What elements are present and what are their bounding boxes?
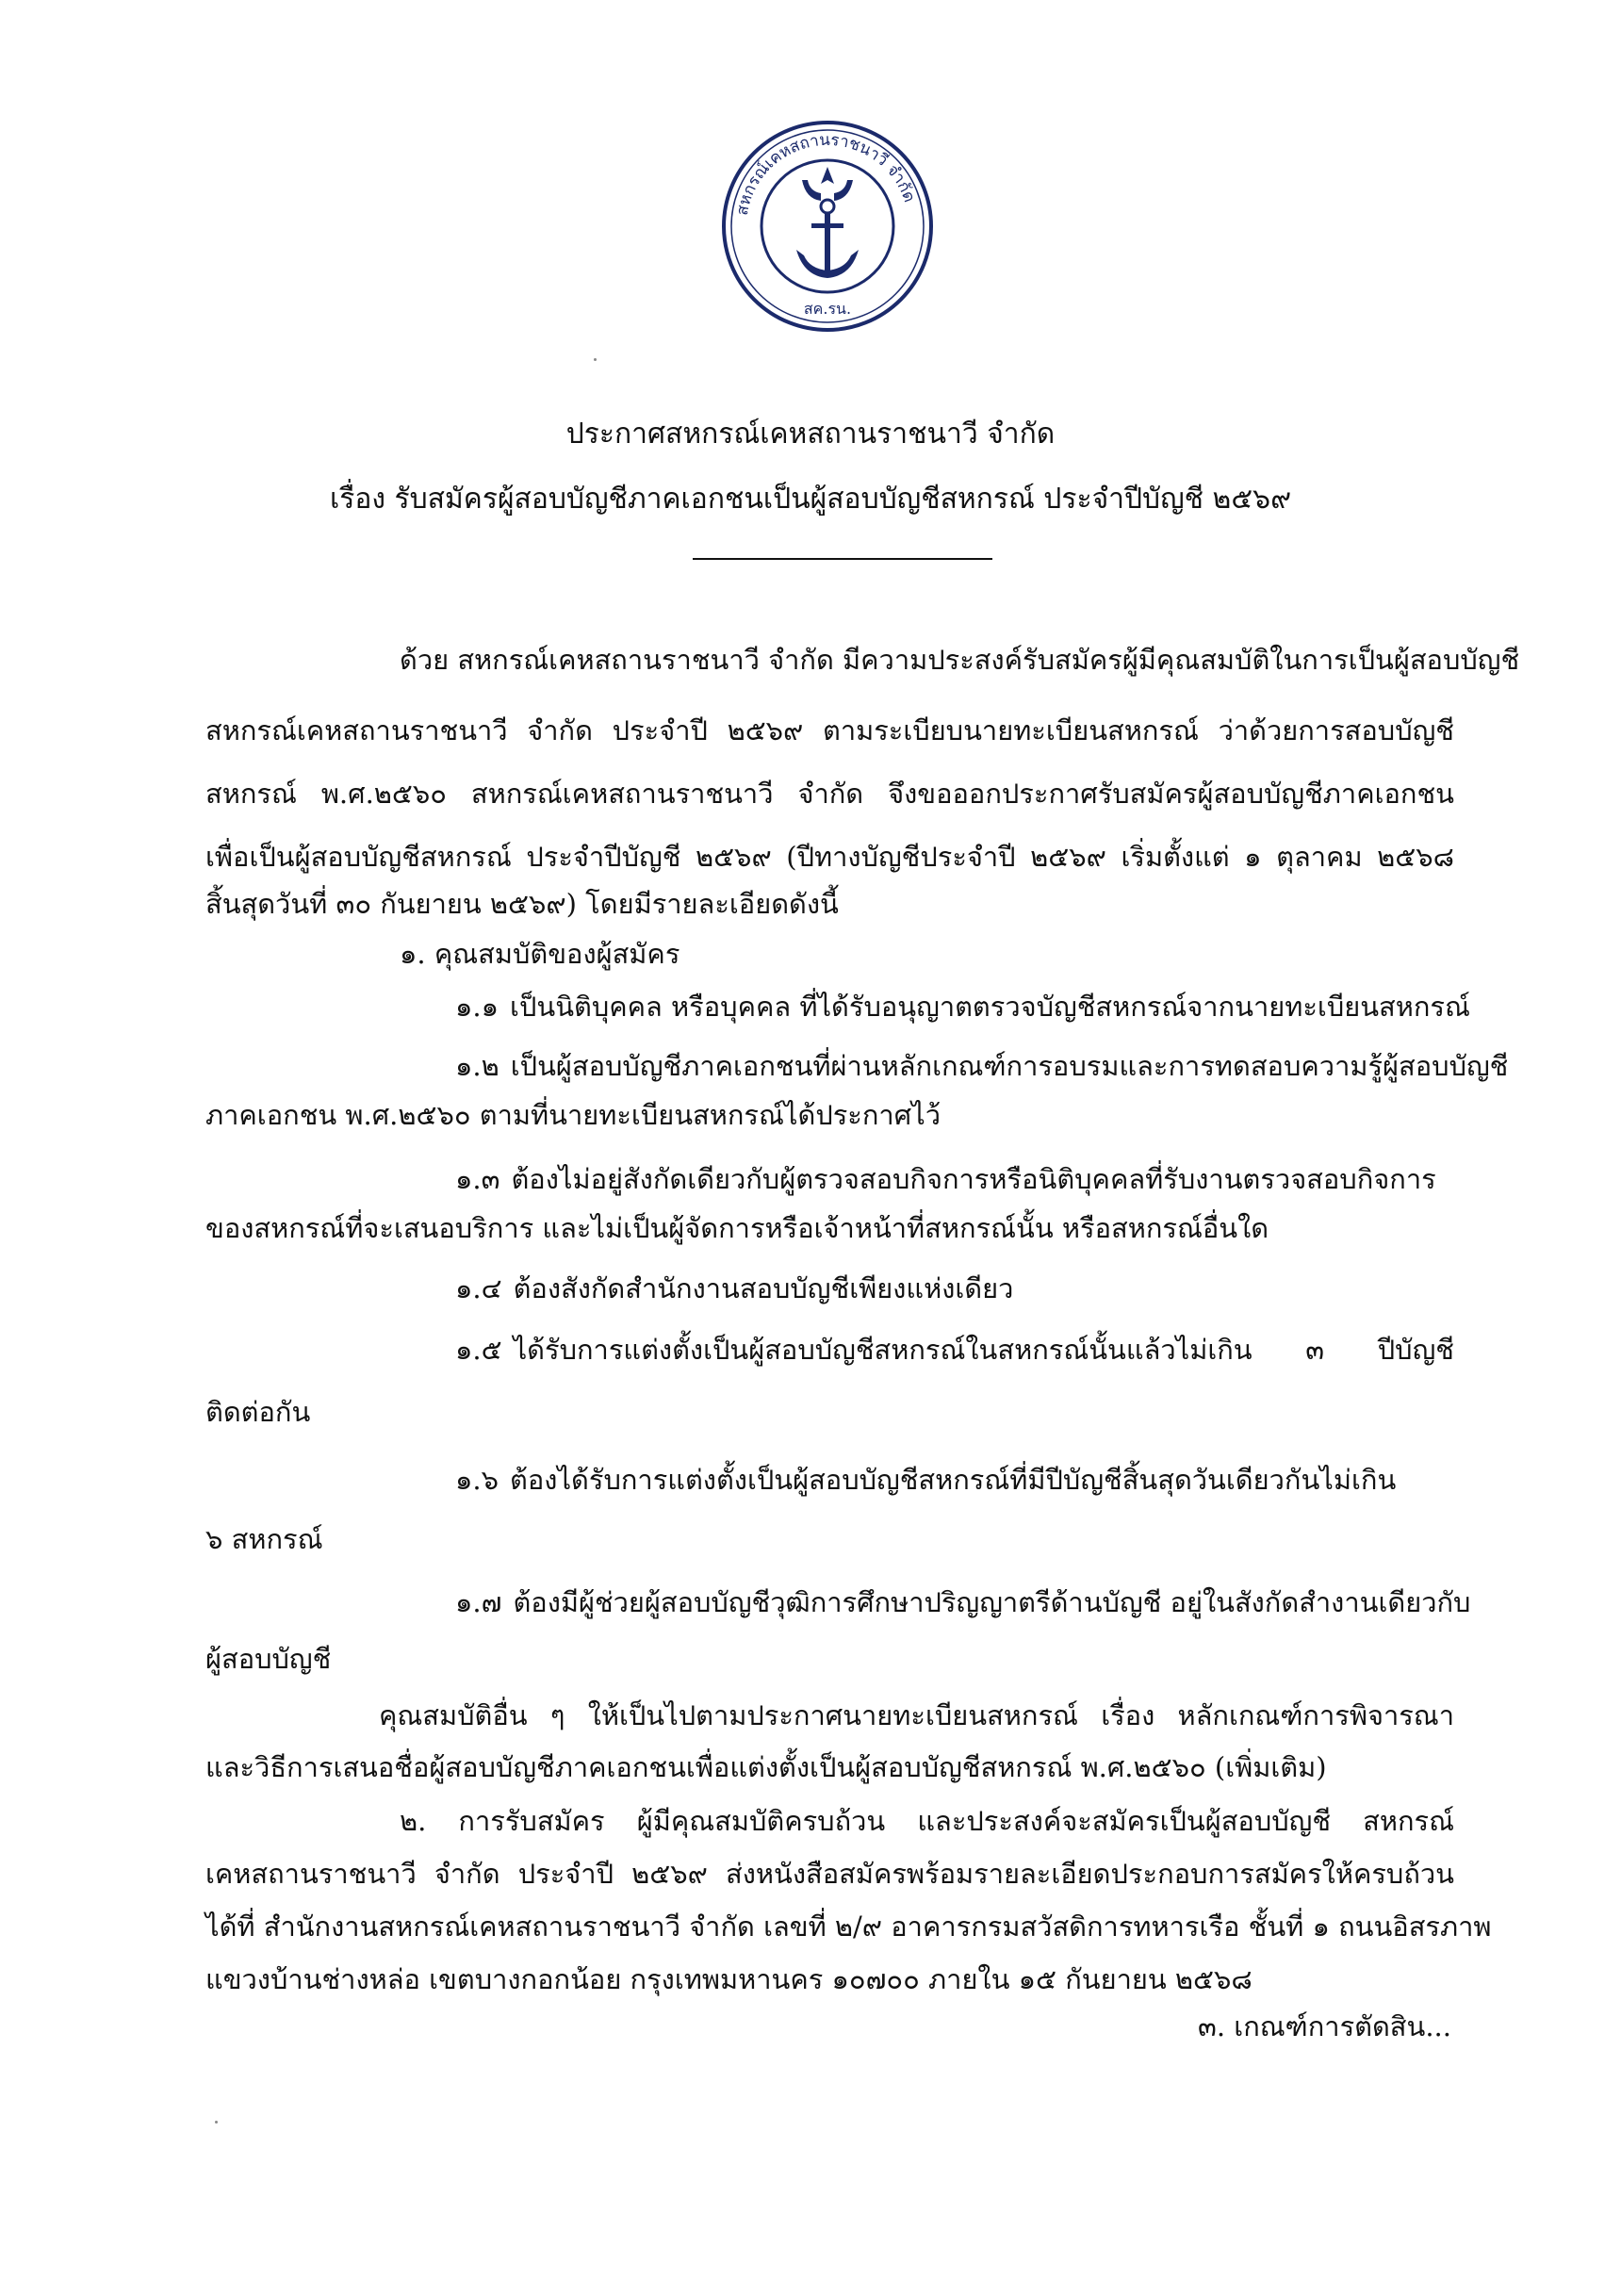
item-continuation: ผู้สอบบัญชี — [205, 1643, 332, 1675]
qualification-item — [455, 1047, 1509, 1085]
item-text: เป็นผู้สอบบัญชีภาคเอกชนที่ผ่านหลักเกณฑ์การอบรมและการทดสอบความรู้ผู้สอบบัญชี — [510, 1050, 1509, 1082]
item-continuation: ของสหกรณ์ที่จะเสนอบริการ และไม่เป็นผู้จัดการหรือเจ้าหน้าที่สหกรณ์นั้น หรือสหกรณ์อื่นใด — [205, 1212, 1269, 1244]
intro-line: สิ้นสุดวันที่ ๓๐ กันยายน ๒๕๖๙) โดยมีรายละเอียดดังนี้ — [205, 888, 839, 920]
qualification-item — [455, 988, 1470, 1025]
qualification-item — [455, 1461, 1454, 1499]
section-2-line: แขวงบ้านช่างหล่อ เขตบางกอกน้อย กรุงเทพมหานคร ๑๐๗๐๐ ภายใน ๑๕ กันยายน ๒๕๖๘ — [205, 1963, 1253, 1995]
item-number: ๑.๑ — [455, 991, 499, 1023]
item-text: ต้องได้รับการแต่งตั้งเป็นผู้สอบบัญชีสหกรณ์ที่มีปีบัญชีสิ้นสุดวันเดียวกันไม่เกิน — [510, 1464, 1397, 1496]
section-2-line: ได้ที่ สำนักงานสหกรณ์เคหสถานราชนาวี จำกัด เลขที่ ๒/๙ อาคารกรมสวัสดิการทหารเรือ ชั้นที่ ๑ ถนนอิสรภาพ — [205, 1911, 1492, 1943]
section-2-paragraph: ๒. การรับสมัคร ผู้มีคุณสมบัติครบถ้วน และประสงค์จะสมัครเป็นผู้สอบบัญชี สหกรณ์ — [400, 1805, 1454, 1837]
other-qualifications-continuation: และวิธีการเสนอชื่อผู้สอบบัญชีภาคเอกชนเพื่อแต่งตั้งเป็นผู้สอบบัญชีสหกรณ์ พ.ศ.๒๕๖๐ (เพิ่มเติม) — [205, 1751, 1327, 1783]
item-continuation: ติดต่อกัน — [205, 1396, 311, 1428]
seal-abbrev: สค.รน. — [803, 300, 852, 318]
item-continuation: ๖ สหกรณ์ — [205, 1523, 323, 1555]
seal-ring-text: สหกรณ์เคหสถานราชนาวี จำกัด — [732, 130, 919, 218]
announcement-subject: เรื่อง รับสมัครผู้สอบบัญชีภาคเอกชนเป็นผู้สอบบัญชีสหกรณ์ ประจำปีบัญชี ๒๕๖๙ — [329, 483, 1292, 516]
item-continuation: ภาคเอกชน พ.ศ.๒๕๖๐ ตามที่นายทะเบียนสหกรณ์ได้ประกาศไว้ — [205, 1099, 941, 1131]
intro-line: สหกรณ์เคหสถานราชนาวี จำกัด ประจำปี ๒๕๖๙ ตามระเบียบนายทะเบียนสหกรณ์ ว่าด้วยการสอบบัญชี — [205, 714, 1454, 746]
intro-line: ด้วย สหกรณ์เคหสถานราชนาวี จำกัด มีความประสงค์รับสมัครผู้มีคุณสมบัติในการเป็นผู้สอบบัญชี — [400, 644, 1520, 676]
qualification-item — [455, 1270, 1013, 1307]
item-number: ๑.๖ — [455, 1464, 499, 1496]
item-number: ๑.๒ — [455, 1050, 499, 1082]
item-text: ต้องไม่อยู่สังกัดเดียวกับผู้ตรวจสอบกิจการหรือนิติบุคคลที่รับงานตรวจสอบกิจการ — [511, 1163, 1436, 1195]
item-number: ๑.๓ — [455, 1163, 500, 1195]
section-1-heading: ๑. คุณสมบัติของผู้สมัคร — [400, 938, 680, 970]
qualification-item — [455, 1331, 1454, 1369]
title-divider — [693, 558, 992, 560]
item-number: ๑.๕ — [455, 1334, 502, 1366]
section-2-line: เคหสถานราชนาวี จำกัด ประจำปี ๒๕๖๙ ส่งหนังสือสมัครพร้อมรายละเอียดประกอบการสมัครให้ครบถ้วน — [205, 1858, 1454, 1890]
qualification-item — [455, 1160, 1454, 1198]
announcement-title: ประกาศสหกรณ์เคหสถานราชนาวี จำกัด — [565, 418, 1056, 451]
cooperative-seal-logo — [719, 118, 936, 335]
item-text: เป็นนิติบุคคล หรือบุคคล ที่ได้รับอนุญาตตรวจบัญชีสหกรณ์จากนายทะเบียนสหกรณ์ — [510, 991, 1470, 1023]
item-number: ๑.๔ — [455, 1272, 502, 1304]
page-continuation: ๓. เกณฑ์การตัดสิน... — [1198, 2010, 1451, 2042]
other-qualifications: คุณสมบัติอื่น ๆ ให้เป็นไปตามประกาศนายทะเบียนสหกรณ์ เรื่อง หลักเกณฑ์การพิจารณา — [379, 1699, 1454, 1731]
item-number: ๑.๗ — [455, 1586, 502, 1618]
item-text: ได้รับการแต่งตั้งเป็นผู้สอบบัญชีสหกรณ์ในสหกรณ์นั้นแล้วไม่เกิน ๓ ปีบัญชี — [513, 1334, 1454, 1366]
intro-line: สหกรณ์ พ.ศ.๒๕๖๐ สหกรณ์เคหสถานราชนาวี จำกัด จึงขอออกประกาศรับสมัครผู้สอบบัญชีภาคเอกชน — [205, 778, 1454, 810]
intro-line: เพื่อเป็นผู้สอบบัญชีสหกรณ์ ประจำปีบัญชี ๒๕๖๙ (ปีทางบัญชีประจำปี ๒๕๖๙ เริ่มตั้งแต่ ๑ ตุลาคม ๒๕๖๘ — [205, 841, 1454, 873]
qualification-item — [455, 1583, 1471, 1621]
item-text: ต้องสังกัดสำนักงานสอบบัญชีเพียงแห่งเดียว — [513, 1272, 1014, 1304]
item-text: ต้องมีผู้ช่วยผู้สอบบัญชีวุฒิการศึกษาปริญญาตรีด้านบัญชี อยู่ในสังกัดสำงานเดียวกับ — [513, 1586, 1471, 1618]
scan-speck — [215, 2121, 218, 2124]
scan-speck — [594, 358, 597, 361]
